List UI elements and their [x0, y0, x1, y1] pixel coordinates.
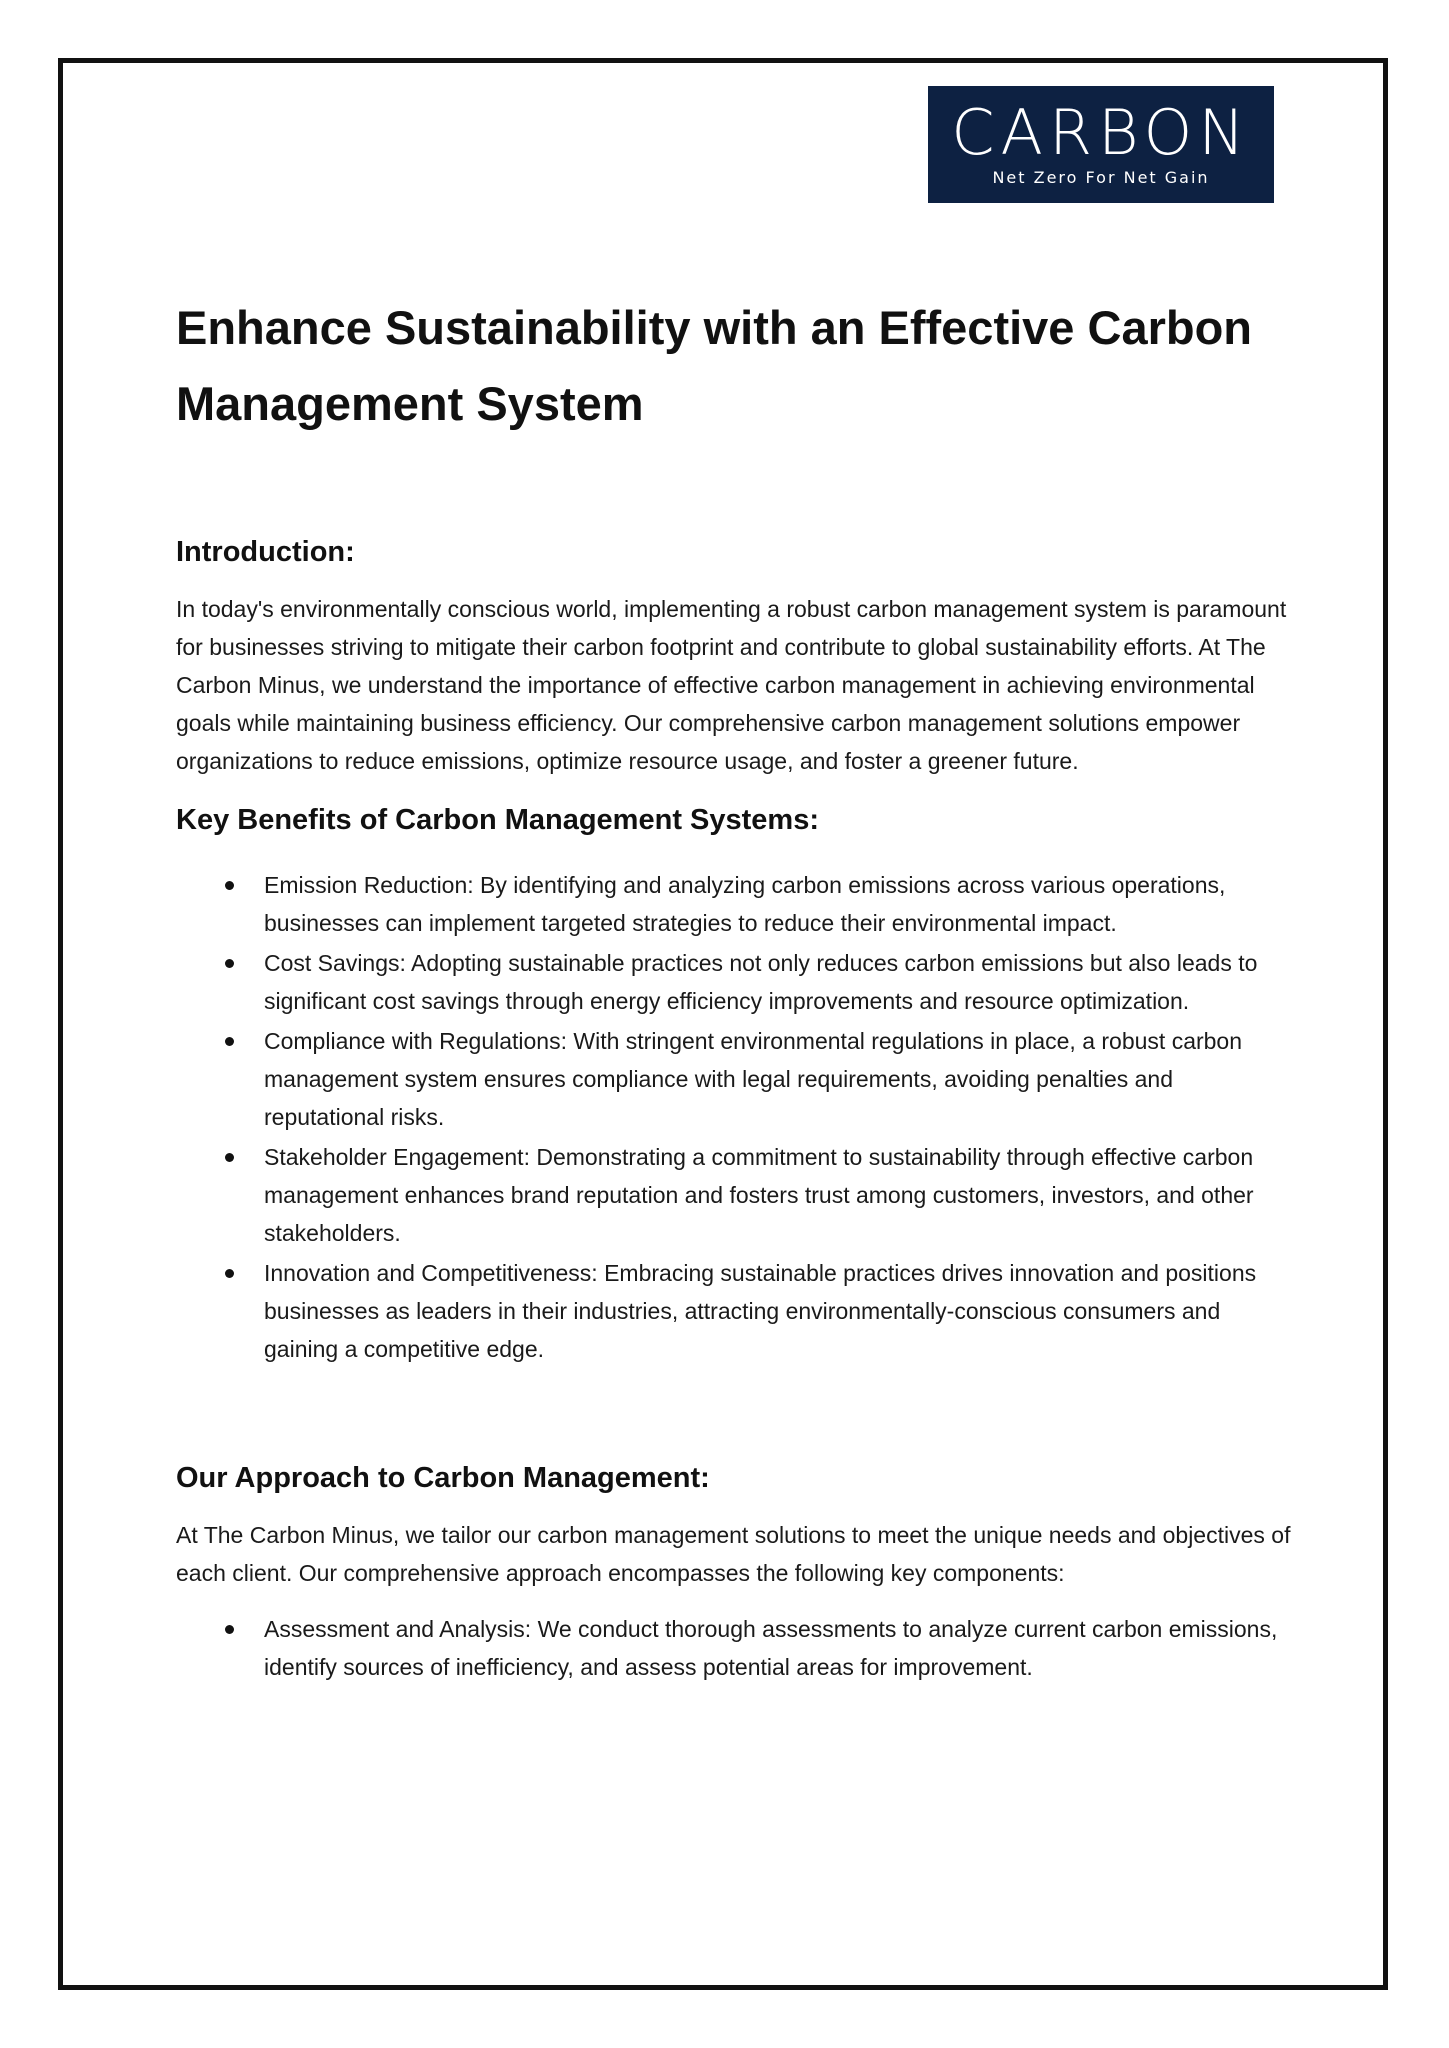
- logo-wordmark: CARBON: [951, 96, 1251, 169]
- list-item: [176, 1138, 1296, 1252]
- bullet-icon: [225, 1153, 234, 1162]
- list-item: [176, 1610, 1296, 1686]
- logo-tagline: Net Zero For Net Gain: [992, 168, 1210, 187]
- document-body: [176, 290, 1296, 1688]
- bullet-icon: [225, 1269, 234, 1278]
- page-title: Enhance Sustainability with an Effective Carbon Management System: [176, 301, 1252, 430]
- bullet-icon: [225, 881, 234, 890]
- list-item-text: Innovation and Competitiveness: Embracing sustainable practices drives innovation and positions businesses as leaders in their industries, attracting environmentally-conscious consumers and gaining a competitive edge.: [264, 1260, 1257, 1362]
- bullet-icon: [225, 1037, 234, 1046]
- list-item: [176, 1254, 1296, 1368]
- introduction-heading: Introduction:: [176, 536, 355, 568]
- list-item-text: Stakeholder Engagement: Demonstrating a commitment to sustainability through effective carbon management enhances brand reputation and fosters trust among customers, investors, and other stakeholders.: [264, 1144, 1254, 1246]
- approach-paragraph: At The Carbon Minus, we tailor our carbon management solutions to meet the unique needs and objectives of each client. Our comprehensive approach encompasses the following key components:: [176, 1522, 1291, 1586]
- approach-list: [176, 1610, 1296, 1686]
- bullet-icon: [225, 1625, 234, 1634]
- benefits-heading: Key Benefits of Carbon Management Systems:: [176, 804, 819, 836]
- bullet-icon: [225, 959, 234, 968]
- list-item: [176, 944, 1296, 1020]
- list-item-text: Emission Reduction: By identifying and analyzing carbon emissions across various operations, businesses can implement targeted strategies to reduce their environmental impact.: [264, 872, 1226, 936]
- list-item: [176, 1022, 1296, 1136]
- list-item-text: Compliance with Regulations: With stringent environmental regulations in place, a robust carbon management system ensures compliance with legal requirements, avoiding penalties and reputational risks.: [264, 1028, 1243, 1130]
- benefits-list: [176, 866, 1296, 1368]
- list-item-text: Assessment and Analysis: We conduct thorough assessments to analyze current carbon emissions, identify sources of inefficiency, and assess potential areas for improvement.: [264, 1616, 1278, 1680]
- list-item-text: Cost Savings: Adopting sustainable practices not only reduces carbon emissions but also leads to significant cost savings through energy efficiency improvements and resource optimization.: [264, 950, 1258, 1014]
- introduction-paragraph: In today's environmentally conscious world, implementing a robust carbon management system is paramount for businesses striving to mitigate their carbon footprint and contribute to global sustainability efforts. At The Carbon Minus, we understand the importance of effective carbon management in achieving environmental goals while maintaining business efficiency. Our comprehensive carbon management solutions empower organizations to reduce emissions, optimize resource usage, and foster a greener future.: [176, 596, 1287, 774]
- carbon-logo: [928, 86, 1274, 203]
- list-item: [176, 866, 1296, 942]
- approach-heading: Our Approach to Carbon Management:: [176, 1462, 710, 1494]
